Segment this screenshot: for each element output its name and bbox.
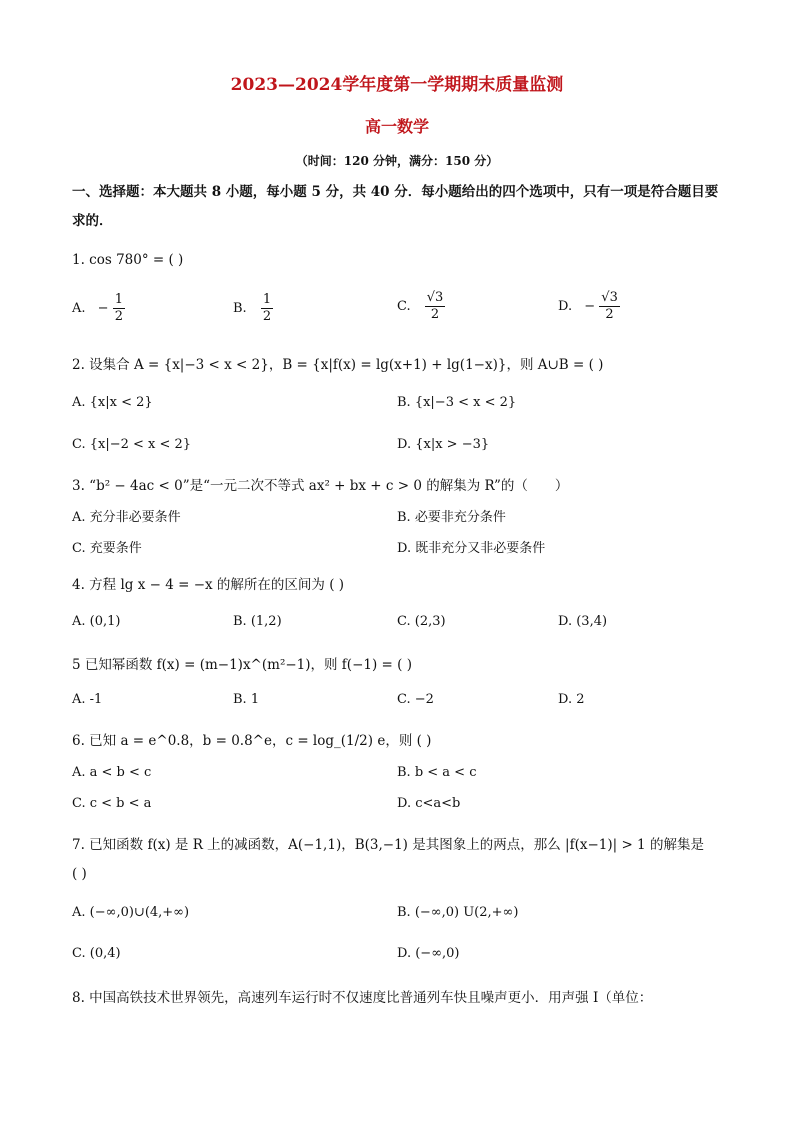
- question-8-stem: 8. 中国高铁技术世界领先，高速列车运行时不仅速度比普通列车快且噪声更小．用声强 I（单位：: [72, 990, 653, 1006]
- fraction: [599, 290, 620, 323]
- q3-option-a[interactable]: A. 充分非必要条件: [72, 510, 181, 525]
- q2-option-d[interactable]: D. {x|x > −3}: [397, 437, 490, 452]
- denominator: 2: [114, 309, 123, 324]
- q4-option-c[interactable]: C. (2,3): [397, 614, 446, 629]
- q7-option-c[interactable]: C. (0,4): [72, 946, 121, 961]
- q7-option-d[interactable]: D. (−∞,0): [397, 946, 460, 961]
- q5-option-d[interactable]: D. 2: [558, 692, 585, 707]
- question-5-stem: 5 已知幂函数 f(x) = (m−1)x^(m²−1)，则 f(−1) = ( ): [72, 657, 412, 673]
- numerator: √3: [426, 290, 444, 305]
- fraction: [425, 290, 446, 323]
- q1-option-b[interactable]: [233, 292, 273, 325]
- q4-option-b[interactable]: B. (1,2): [233, 614, 282, 629]
- numerator: 1: [262, 292, 272, 307]
- q3-option-b[interactable]: B. 必要非充分条件: [397, 510, 506, 525]
- q3-option-d[interactable]: D. 既非充分又非必要条件: [397, 541, 546, 556]
- q1-option-c[interactable]: [397, 290, 445, 323]
- q1-option-d[interactable]: [558, 290, 620, 323]
- question-7-stem: 7. 已知函数 f(x) 是 R 上的减函数，A(−1,1)，B(3,−1) 是其图象上的两点，那么 |f(x−1)| > 1 的解集是: [72, 837, 704, 853]
- numerator: 1: [114, 292, 123, 307]
- q6-option-d[interactable]: D. c<a<b: [397, 796, 461, 811]
- question-6-stem: 6. 已知 a = e^0.8，b = 0.8^e，c = log_(1/2) e，则 ( ): [72, 733, 432, 749]
- q3-option-c[interactable]: C. 充要条件: [72, 541, 142, 556]
- q6-option-c[interactable]: C. c < b < a: [72, 796, 152, 811]
- question-2-stem: 2. 设集合 A = {x|−3 < x < 2}，B = {x|f(x) = lg(x+1) + lg(1−x)}，则 A∪B = ( ): [72, 357, 604, 373]
- option-label: D.: [558, 299, 573, 314]
- q7-option-b[interactable]: B. (−∞,0) U(2,+∞): [397, 905, 519, 920]
- numerator: √3: [601, 290, 618, 305]
- exam-title: 2023—2024学年度第一学期期末质量监测: [230, 75, 564, 95]
- q7-option-a[interactable]: A. (−∞,0)∪(4,+∞): [72, 905, 190, 920]
- sign: −: [97, 301, 109, 316]
- denominator: 2: [262, 309, 272, 324]
- option-label: C.: [397, 299, 411, 314]
- q2-option-a[interactable]: A. {x|x < 2}: [72, 395, 153, 410]
- q2-option-b[interactable]: B. {x|−3 < x < 2}: [397, 395, 517, 410]
- time-info: （时间：120 分钟，满分：150 分）: [295, 154, 499, 168]
- option-label: A.: [72, 301, 86, 316]
- option-label: B.: [233, 301, 247, 316]
- q4-option-d[interactable]: D. (3,4): [558, 614, 608, 629]
- q2-option-c[interactable]: C. {x|−2 < x < 2}: [72, 437, 192, 452]
- sign: −: [584, 299, 596, 314]
- question-3-stem: 3. “b² − 4ac < 0”是“一元二次不等式 ax² + bx + c > 0 的解集为 R”的（ ）: [72, 478, 569, 494]
- denominator: 2: [605, 307, 614, 322]
- fraction: [113, 292, 125, 325]
- q4-option-a[interactable]: A. (0,1): [72, 614, 121, 629]
- q6-option-a[interactable]: A. a < b < c: [72, 765, 152, 780]
- subject-title: 高一数学: [364, 117, 429, 136]
- question-4-stem: 4. 方程 lg x − 4 = −x 的解所在的区间为 ( ): [72, 577, 345, 593]
- fraction: [261, 292, 273, 325]
- q1-option-a[interactable]: [72, 292, 125, 325]
- q5-option-a[interactable]: A. -1: [72, 692, 103, 707]
- q5-option-c[interactable]: C. −2: [397, 692, 434, 707]
- question-7-stem-cont: ( ): [72, 866, 87, 882]
- section-intro: 一、选择题：本大题共 8 小题，每小题 5 分，共 40 分．每小题给出的四个选项中，只有一项是符合题目要求的．: [72, 184, 719, 229]
- denominator: 2: [430, 307, 440, 322]
- q6-option-b[interactable]: B. b < a < c: [397, 765, 477, 780]
- q5-option-b[interactable]: B. 1: [233, 692, 260, 707]
- question-1-stem: 1. cos 780° = ( ): [72, 252, 184, 268]
